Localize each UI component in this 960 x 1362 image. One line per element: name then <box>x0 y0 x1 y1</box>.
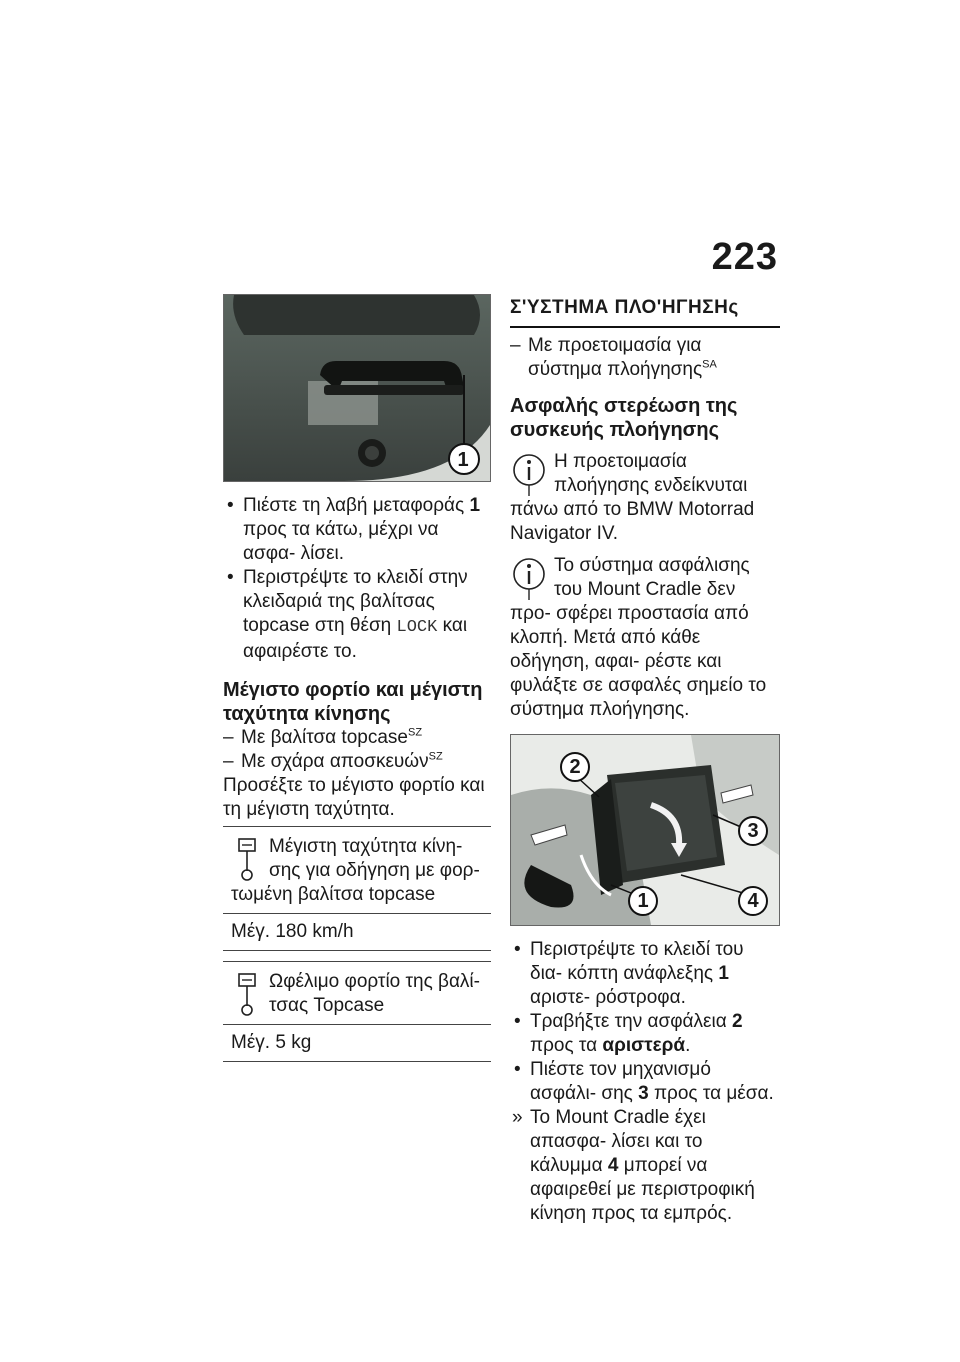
spec-value: Μέγ. 180 km/h <box>223 914 491 951</box>
step-turn-ignition <box>510 938 780 1010</box>
option-navigation <box>510 334 780 382</box>
spec-table <box>223 826 491 1062</box>
option-code: SZ <box>428 750 443 763</box>
callout-2: 2 <box>569 756 581 778</box>
step-text: και αφαιρέστε το. <box>243 615 468 662</box>
step-emphasis: αριστερά <box>602 1035 686 1056</box>
option-rack <box>223 750 491 774</box>
mount-cradle-photo <box>510 734 780 926</box>
step-text: Περιστρέψτε το κλειδί του δια- κόπτη ανάφλεξης <box>530 939 744 984</box>
step-text: προς τα μέσα. <box>653 1083 774 1104</box>
info-note <box>510 450 780 546</box>
subsection-heading: Ασφαλής στερέωση της συσκευής πλοήγησης <box>510 395 738 441</box>
callout-1: 1 <box>637 890 649 912</box>
load-icon <box>231 970 263 1018</box>
spec-label-box <box>223 961 491 1025</box>
load-icon <box>231 835 263 883</box>
step-press-lock <box>510 1058 780 1106</box>
page-number: 223 <box>711 236 778 278</box>
step-pull-latch <box>510 1010 780 1058</box>
step-ref-number: 1 <box>718 963 729 984</box>
step-ref-number: 1 <box>469 495 481 516</box>
spec-label: Ωφέλιμο φορτίο της βαλί- τσας Topcase <box>269 971 480 1016</box>
option-text: Με προετοιμασία για σύστημα πλοήγησης <box>528 335 703 380</box>
info-note <box>510 554 780 722</box>
step-ref-number: 2 <box>731 1011 743 1032</box>
callout-3: 3 <box>747 820 759 842</box>
option-code: SZ <box>407 726 423 739</box>
step-text: Πιέστε τον μηχανισμό ασφάλι- σης <box>530 1059 711 1104</box>
step-text: αριστε- ρόστροφα. <box>530 987 686 1008</box>
step-text: προς τα <box>530 1035 598 1056</box>
option-text: Με βαλίτσα topcase <box>241 727 408 748</box>
callout-1: 1 <box>457 449 469 471</box>
step-ref-number: 3 <box>638 1083 649 1104</box>
lock-code: LOCK <box>396 618 438 637</box>
callout-4: 4 <box>747 890 759 912</box>
section-title: Σ'ΥΣΤΗΜΑ ΠΛΟ'ΗΓΗΣΗς <box>510 296 780 328</box>
note-text: Το σύστημα ασφάλισης του Mount Cradle δεν προ- σφέρει προστασία από κλοπή. Μετά από κάθε οδήγηση, αφαι- ρέστε και φυλάξτε σε ασφαλές σημείο το σύστημα πλοήγησης. <box>510 555 767 720</box>
option-code: SA <box>702 358 717 371</box>
right-column <box>510 296 780 1226</box>
spec-label-box <box>223 827 491 914</box>
step-text: Τραβήξτε την ασφάλεια <box>530 1011 727 1032</box>
note-text: Η προετοιμασία πλοήγησης ενδείκνυται πάνω από το BMW Motorrad Navigator IV. <box>510 451 755 544</box>
step-press-handle <box>223 494 491 566</box>
option-topcase <box>223 726 491 750</box>
step-text: . <box>685 1035 691 1056</box>
step-text: Περιστρέψτε το κλειδί στην κλειδαριά της βαλίτσας topcase στη θέση <box>243 567 468 636</box>
option-text: Με σχάρα αποσκευών <box>241 751 429 772</box>
step-turn-key <box>223 566 491 664</box>
section-heading: Μέγιστο φορτίο και μέγιστη ταχύτητα κίνησης <box>223 679 483 725</box>
result-text: μπορεί να αφαιρεθεί με περιστροφική κίνηση προς τα εμπρός. <box>530 1155 755 1224</box>
spec-value: Μέγ. 5 kg <box>223 1025 491 1062</box>
step-ref-number: 4 <box>607 1155 619 1176</box>
step-text: Πιέστε τη λαβή μεταφοράς <box>243 495 465 516</box>
spec-label: Μέγιστη ταχύτητα κίνη- σης για οδήγηση με φορ- τωμένη βαλίτσα topcase <box>231 836 480 905</box>
info-icon <box>510 450 548 498</box>
info-icon <box>510 554 548 602</box>
result-text: Το Mount Cradle έχει απασφα- λίσει και το κάλυμμα <box>530 1107 706 1176</box>
left-column <box>223 294 491 1062</box>
paragraph: Προσέξτε το μέγιστο φορτίο και τη μέγιστη ταχύτητα. <box>223 775 485 820</box>
step-text: προς τα κάτω, μέχρι να ασφα- λίσει. <box>243 519 439 564</box>
step-result <box>510 1106 780 1226</box>
